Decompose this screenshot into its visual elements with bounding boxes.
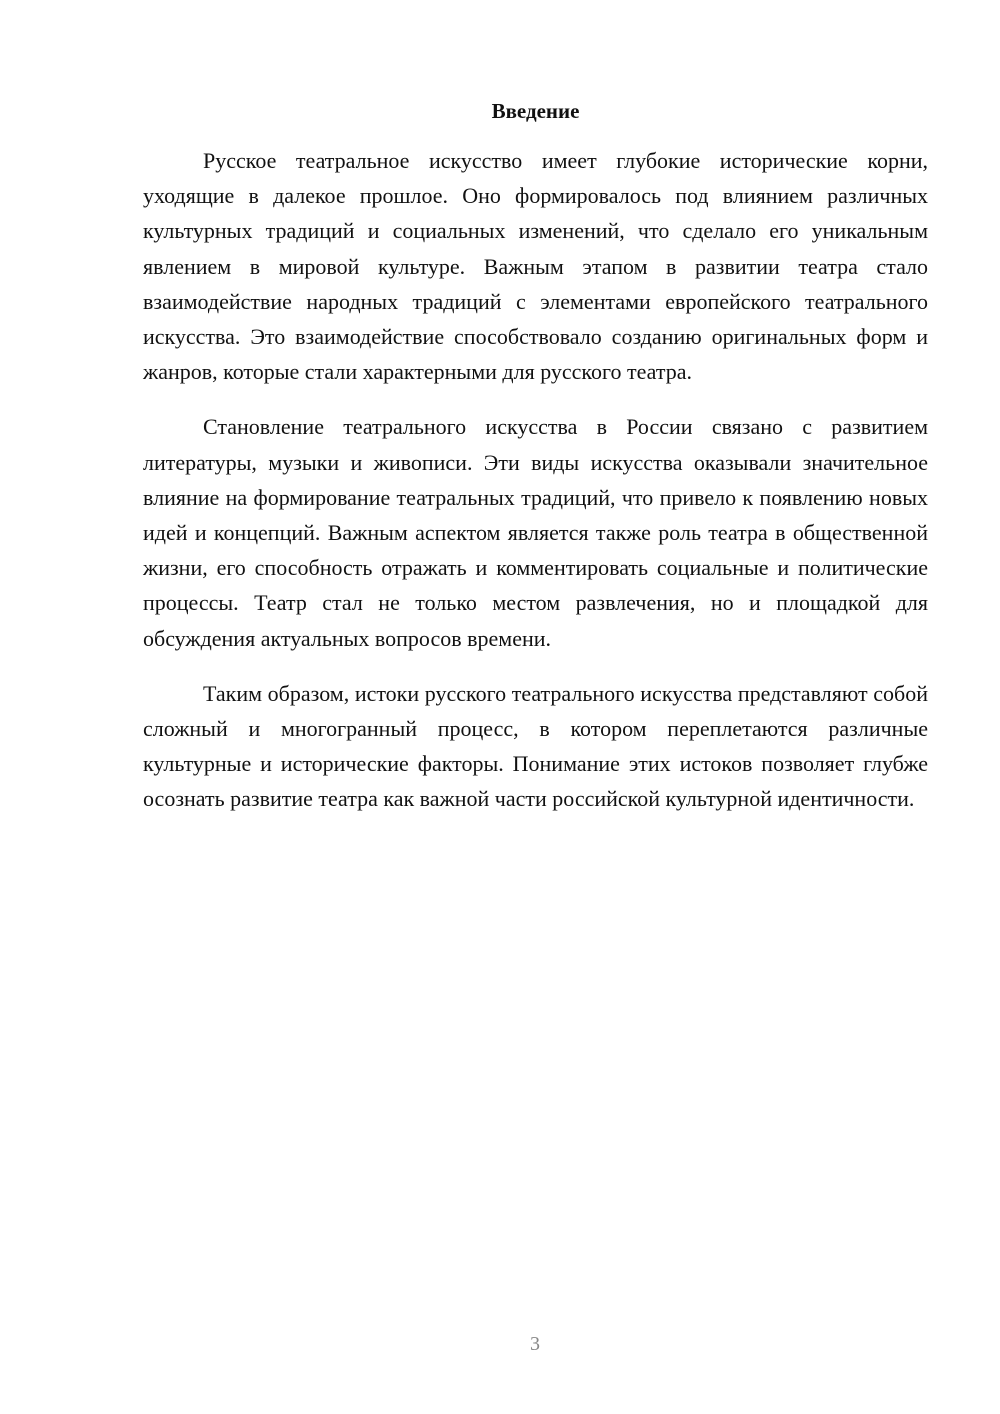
paragraph-1: Русское театральное искусство имеет глубокие исторические корни, уходящие в далекое прошлое. Оно формировалось под влиянием различных культурных традиций и социальных изменений, что сделало его уникальным явлением в мировой культуре. Важным этапом в развитии театра стало взаимодействие народных традиций с элементами европейского театрального искусства. Это взаимодействие способствовало созданию оригинальных форм и жанров, которые стали характерными для русского театра. — [143, 148, 928, 385]
page-number: 3 — [530, 1333, 540, 1355]
paragraph-2: Становление театрального искусства в России связано с развитием литературы, музыки и живописи. Эти виды искусства оказывали значительное влияние на формирование театральных традиций, что привело к появлению новых идей и концепций. Важным аспектом является также роль театра в общественной жизни, его способность отражать и комментировать социальные и политические процессы. Театр стал не только местом развлечения, но и площадкой для обсуждения актуальных вопросов времени. — [143, 414, 928, 651]
section-heading: Введение — [491, 99, 580, 123]
paragraph-3: Таким образом, истоки русского театрального искусства представляют собой сложный и многогранный процесс, в котором переплетаются различные культурные и исторические факторы. Понимание этих истоков позволяет глубже осознать развитие театра как важной части российской культурной идентичности. — [143, 680, 928, 812]
body-text — [143, 143, 928, 837]
